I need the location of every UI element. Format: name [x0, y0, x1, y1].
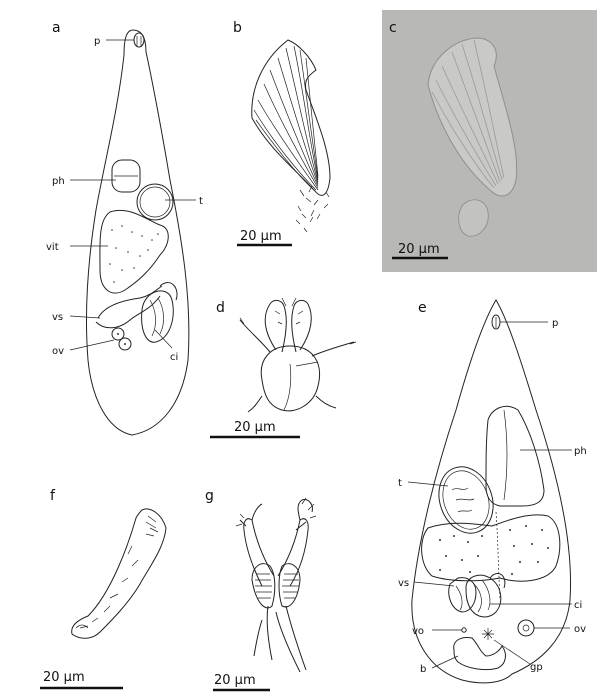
panel-c	[382, 10, 597, 272]
panel-f-sclerite-striations	[76, 516, 158, 628]
panel-a-testis	[137, 184, 173, 220]
panel-e-vitellarium-dots	[439, 525, 549, 575]
panel-e-label-ci: ci	[574, 600, 583, 611]
panel-e-label-vs: vs	[398, 578, 410, 589]
panel-a-copulatory-organ	[142, 291, 174, 342]
panel-a-pore	[134, 33, 144, 47]
panel-c-letter: c	[389, 20, 397, 36]
panel-d-stylet-right	[292, 300, 354, 356]
panel-a-label-p: p	[94, 36, 101, 47]
panel-f-scale-label: 20 µm	[43, 670, 85, 685]
panel-e-label-b: b	[420, 664, 427, 675]
panel-a-vesicula	[96, 286, 162, 328]
panel-g-letter: g	[205, 488, 214, 504]
panel-a-label-vs: vs	[52, 312, 64, 323]
panel-e-label-ov: ov	[574, 624, 587, 635]
panel-b	[233, 20, 330, 245]
panel-e-pharynx	[486, 406, 544, 506]
panel-e-letter: e	[418, 300, 427, 316]
panel-d-stylet-left	[240, 300, 286, 352]
panel-b-stylet-outline	[252, 40, 330, 195]
panel-e-label-gp: gp	[530, 662, 543, 673]
panel-f	[40, 488, 166, 688]
panel-a-body-outline	[86, 30, 188, 435]
panel-a-label-ph: ph	[52, 176, 65, 187]
panel-e-body-outline	[412, 300, 571, 683]
panel-a-label-ci: ci	[170, 352, 179, 363]
panel-d	[210, 298, 356, 437]
panel-a-vitellarium-dots	[109, 225, 159, 283]
panel-e-label-vo: vo	[412, 626, 425, 637]
panel-a-label-vit: vit	[46, 242, 59, 253]
panel-e-vaginal-opening	[462, 628, 466, 632]
panel-a	[46, 20, 203, 435]
panel-f-sclerite-outline	[72, 509, 166, 638]
panel-g	[205, 488, 316, 690]
panel-f-letter: f	[50, 488, 55, 504]
panel-e-label-p: p	[552, 318, 559, 329]
panel-g-bulb-right	[279, 564, 300, 607]
panel-e-label-ph: ph	[574, 446, 587, 457]
panel-a-vitellarium	[100, 210, 168, 293]
panel-g-scale-label: 20 µm	[214, 673, 256, 688]
panel-c-scale-label: 20 µm	[398, 242, 440, 257]
panel-e-vesicula	[449, 578, 476, 612]
panel-d-letter: d	[216, 300, 225, 316]
panel-e-label-t: t	[398, 478, 402, 489]
panel-b-letter: b	[233, 20, 242, 36]
panel-e	[398, 300, 587, 683]
panel-a-label-t: t	[199, 196, 203, 207]
panel-e-ovary	[518, 620, 534, 636]
panel-g-bulb-striations	[255, 574, 299, 598]
panel-g-stylet-right	[278, 500, 312, 586]
panel-e-vitellarium	[422, 515, 560, 581]
panel-g-ducts	[254, 606, 306, 672]
panel-b-spines	[296, 186, 329, 232]
panel-e-genital-pore	[482, 628, 494, 640]
panel-d-bulb	[261, 346, 319, 411]
panel-a-letter: a	[52, 20, 61, 36]
panel-a-label-ov: ov	[52, 346, 65, 357]
panel-d-spines	[240, 298, 356, 344]
panel-g-spines	[236, 498, 316, 526]
panel-b-scale-label: 20 µm	[240, 229, 282, 244]
panel-d-scale-label: 20 µm	[234, 420, 276, 435]
